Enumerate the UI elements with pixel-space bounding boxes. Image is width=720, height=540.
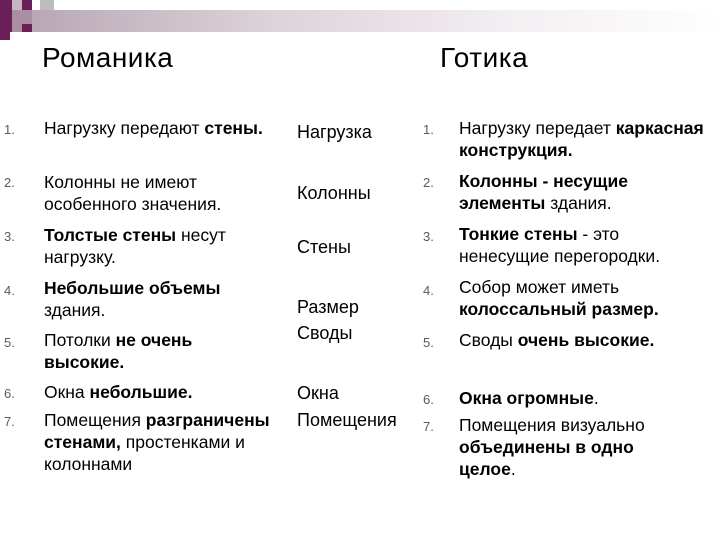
list-item: Собор может иметь колоссальный размер. <box>459 277 659 319</box>
list-number: 1. <box>4 122 15 137</box>
term-load: Нагрузка <box>297 122 372 142</box>
heading-romanesque: Романика <box>42 42 174 73</box>
list-item: Своды очень высокие. <box>459 330 655 350</box>
term-windows: Окна <box>297 383 339 403</box>
list-number: 6. <box>423 392 434 407</box>
decor-square <box>12 0 22 10</box>
list-number: 4. <box>423 283 434 298</box>
decor-square <box>40 0 54 10</box>
list-item: Тонкие стены - это ненесущие перегородки. <box>459 224 661 266</box>
list-number: 4. <box>4 283 15 298</box>
list-number: 3. <box>423 229 434 244</box>
list-number: 5. <box>4 335 15 350</box>
list-item: Окна небольшие. <box>44 382 193 402</box>
list-number: 6. <box>4 386 15 401</box>
term-vaults: Своды <box>297 323 353 343</box>
decor-square <box>0 10 12 32</box>
header-gradient-bar <box>32 10 720 32</box>
heading-gothic: Готика <box>440 42 529 73</box>
decor-square <box>0 0 12 10</box>
decor-square <box>22 24 32 32</box>
list-number: 2. <box>423 175 434 190</box>
decor-square <box>0 32 10 40</box>
term-columns: Колонны <box>297 183 371 203</box>
list-item: Небольшие объемы здания. <box>44 278 221 320</box>
list-number: 3. <box>4 229 15 244</box>
list-item: Потолки не очень высокие. <box>44 330 193 372</box>
list-number: 7. <box>4 414 15 429</box>
list-number: 7. <box>423 419 434 434</box>
list-item: Окна огромные. <box>459 388 599 408</box>
list-item: Толстые стены несут нагрузку. <box>44 225 226 267</box>
term-rooms: Помещения <box>297 410 397 430</box>
decor-square <box>22 0 32 10</box>
list-item: Нагрузку передают стены. <box>44 118 263 138</box>
list-item: Колонны - несущие элементы здания. <box>459 171 628 213</box>
list-item: Помещения разграничены стенами, простенками и колоннами <box>44 410 270 474</box>
term-walls: Стены <box>297 237 351 257</box>
list-number: 2. <box>4 175 15 190</box>
list-number: 5. <box>423 335 434 350</box>
list-item: Помещения визуально объединены в одно целое. <box>459 415 645 479</box>
list-item: Нагрузку передает каркасная конструкция. <box>459 118 704 160</box>
term-size: Размер <box>297 297 359 317</box>
list-item: Колонны не имеют особенного значения. <box>44 172 222 214</box>
list-number: 1. <box>423 122 434 137</box>
